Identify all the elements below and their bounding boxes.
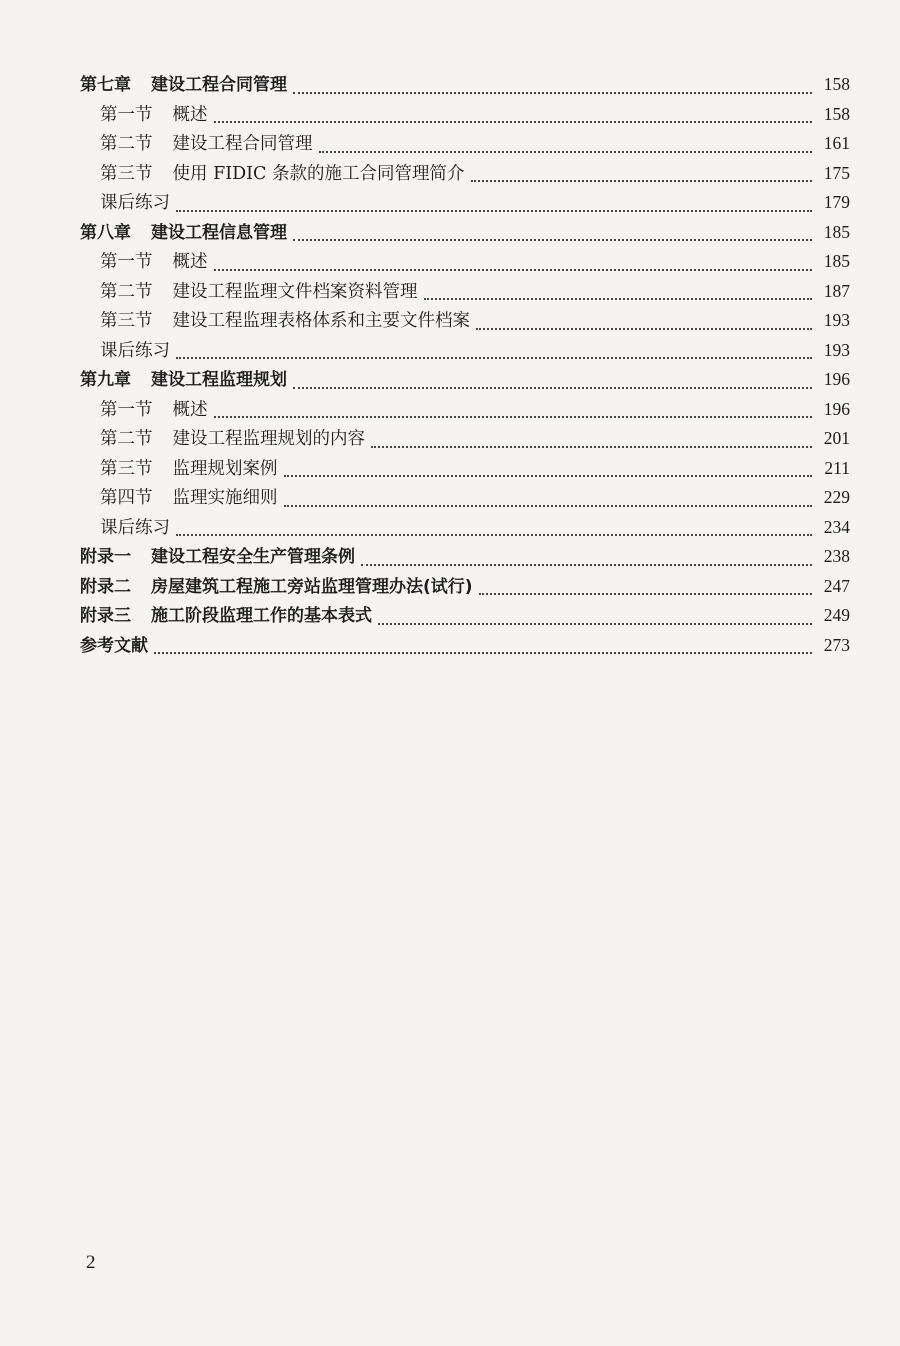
toc-entry-title: 概述 <box>172 104 208 125</box>
dot-leader <box>371 445 812 448</box>
toc-entry-title: 课后练习 <box>100 193 170 213</box>
toc-entry-appendix-3 <box>80 601 850 631</box>
dot-leader <box>154 651 812 654</box>
toc-entry-exercises <box>80 336 850 366</box>
toc-entry-section <box>80 306 850 336</box>
dot-leader <box>284 474 813 477</box>
dot-leader <box>476 327 812 330</box>
toc-entry-page: 185 <box>823 221 850 242</box>
toc-entry-label: 第三节 <box>100 311 153 331</box>
toc-entry-title: 建设工程信息管理 <box>151 222 287 243</box>
toc-entry-title: 建设工程合同管理 <box>172 134 313 154</box>
toc-entry-title: 施工阶段监理工作的基本表式 <box>151 606 372 626</box>
toc-entry-section <box>80 483 850 513</box>
dot-leader <box>293 238 812 241</box>
dot-leader <box>471 179 812 182</box>
toc-entry-section <box>80 247 850 277</box>
toc-entry-title: 参考文献 <box>80 635 148 656</box>
toc-entry-title: 建设工程合同管理 <box>151 75 287 95</box>
toc-entry-page: 196 <box>823 369 850 389</box>
toc-entry-page: 249 <box>823 605 850 625</box>
toc-entry-title: 建设工程监理表格体系和主要文件档案 <box>172 311 470 331</box>
toc-entry-page: 211 <box>824 457 850 478</box>
toc-entry-section <box>80 159 850 189</box>
toc-entry-page: 179 <box>823 192 850 212</box>
toc-entry-page: 185 <box>823 251 850 271</box>
toc-entry-label: 第九章 <box>80 370 131 390</box>
dot-leader <box>361 563 812 566</box>
toc-entry-page: 158 <box>823 74 850 94</box>
toc-entry-title: 建设工程监理规划的内容 <box>172 429 365 449</box>
toc-entry-title: 监理实施细则 <box>172 488 278 508</box>
toc-entry-exercises <box>80 188 850 218</box>
dot-leader <box>176 533 812 536</box>
toc-entry-label: 第二节 <box>100 134 153 154</box>
toc-entry-label: 附录一 <box>80 547 131 567</box>
toc-entry-label: 第一节 <box>100 399 153 420</box>
toc-entry-title: 房屋建筑工程施工旁站监理管理办法(试行) <box>151 576 473 597</box>
dot-leader <box>378 622 812 625</box>
toc-entry-label: 第一节 <box>100 104 153 125</box>
toc-entry-title: 课后练习 <box>100 340 170 361</box>
toc-entry-page: 175 <box>823 162 850 183</box>
toc-entry-label: 第三节 <box>100 163 153 184</box>
page-number: 2 <box>86 1252 96 1273</box>
toc-entry-page: 273 <box>823 634 850 655</box>
toc-entry-title: 建设工程安全生产管理条例 <box>151 547 355 567</box>
toc-entry-page: 161 <box>823 133 850 153</box>
toc-entry-label: 第三节 <box>100 458 153 479</box>
toc-entry-label: 第一节 <box>100 252 153 272</box>
toc-entry-page: 187 <box>823 280 850 301</box>
toc-entry-page: 234 <box>823 516 850 537</box>
dot-leader <box>214 120 813 123</box>
toc-entry-page: 158 <box>823 103 850 124</box>
toc-entry-title: 课后练习 <box>100 517 170 538</box>
toc-entry-page: 193 <box>823 310 850 330</box>
dot-leader <box>214 415 813 418</box>
toc-entry-chapter-9 <box>80 365 850 395</box>
toc-entry-section <box>80 100 850 130</box>
toc-entry-label: 第四节 <box>100 488 153 508</box>
toc-entry-label: 第八章 <box>80 222 131 243</box>
dot-leader <box>293 386 812 389</box>
dot-leader <box>424 297 813 300</box>
dot-leader <box>214 268 813 271</box>
toc-entry-label: 第七章 <box>80 75 131 95</box>
toc-entry-title: 监理规划案例 <box>172 458 278 479</box>
toc-entry-title: 建设工程监理文件档案资料管理 <box>172 281 418 302</box>
toc-entry-section <box>80 277 850 307</box>
toc-entry-page: 193 <box>823 339 850 360</box>
toc-entry-label: 附录二 <box>80 576 131 597</box>
toc-entry-title: 概述 <box>172 252 208 272</box>
toc-entry-appendix-2 <box>80 572 850 602</box>
dot-leader <box>479 592 812 595</box>
toc-entry-chapter-7 <box>80 70 850 100</box>
toc-entry-page: 247 <box>823 575 850 596</box>
toc-entry-title: 建设工程监理规划 <box>151 370 287 390</box>
toc-entry-page: 196 <box>823 398 850 419</box>
toc-entry-chapter-8 <box>80 218 850 248</box>
toc-entry-page: 229 <box>823 487 850 507</box>
dot-leader <box>176 209 812 212</box>
toc-entry-exercises <box>80 513 850 543</box>
toc-entry-section <box>80 395 850 425</box>
dot-leader <box>319 150 813 153</box>
toc-entry-section <box>80 129 850 159</box>
toc-entry-section <box>80 454 850 484</box>
toc-entry-label: 第二节 <box>100 429 153 449</box>
toc-entry-label: 附录三 <box>80 606 131 626</box>
table-of-contents <box>80 70 850 660</box>
toc-entry-label: 第二节 <box>100 281 153 302</box>
toc-entry-page: 238 <box>823 546 850 566</box>
dot-leader <box>293 91 812 94</box>
toc-entry-title: 概述 <box>172 399 208 420</box>
toc-entry-page: 201 <box>823 428 850 448</box>
dot-leader <box>284 504 813 507</box>
toc-entry-appendix-1 <box>80 542 850 572</box>
toc-entry-title: 使用 FIDIC 条款的施工合同管理简介 <box>172 163 465 184</box>
dot-leader <box>176 356 812 359</box>
toc-entry-section <box>80 424 850 454</box>
toc-entry-references <box>80 631 850 661</box>
